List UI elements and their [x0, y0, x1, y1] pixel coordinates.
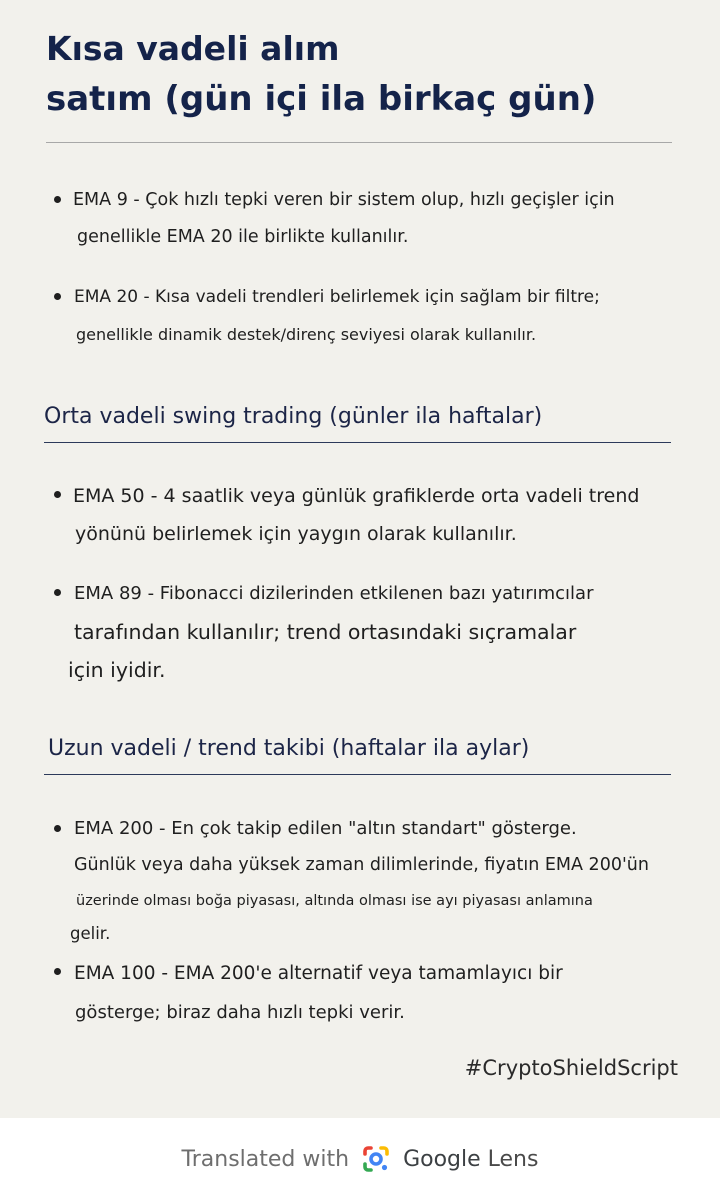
bullet-ema-200 [54, 811, 684, 949]
bullet-dot [54, 196, 61, 203]
footer-brand-lens: Lens [487, 1146, 539, 1172]
translation-footer [0, 1118, 720, 1200]
bullet-ema-100 [54, 954, 684, 1032]
footer-brand [403, 1147, 538, 1172]
bullet-line: için iyidir. [68, 658, 166, 682]
bullet-line: gelir. [70, 924, 111, 943]
bullet-dot [54, 968, 61, 975]
bullet-line: EMA 50 - 4 saatlik veya günlük grafiklerde orta vadeli trend [73, 485, 640, 507]
section-heading-long-term: Uzun vadeli / trend takibi (haftalar ila aylar) [48, 736, 530, 761]
section-heading-medium-term: Orta vadeli swing trading (günler ila haftalar) [44, 404, 543, 429]
bullet-line: Günlük veya daha yüksek zaman dilimlerinde, fiyatın EMA 200'ün [74, 855, 649, 875]
footer-prefix: Translated with [181, 1146, 350, 1172]
footer-brand-google: Google [403, 1146, 481, 1172]
bullet-line: genellikle dinamik destek/direnç seviyesi olarak kullanılır. [76, 325, 537, 344]
page-title [46, 24, 666, 124]
google-lens-icon [359, 1142, 393, 1176]
bullet-dot [54, 293, 61, 300]
bullet-line: EMA 89 - Fibonacci dizilerinden etkilenen bazı yatırımcılar [74, 583, 594, 604]
bullet-dot [54, 491, 61, 498]
bullet-ema-20 [54, 279, 684, 353]
bullet-dot [54, 825, 61, 832]
section-divider [44, 774, 671, 775]
bullet-line: yönünü belirlemek için yaygın olarak kullanılır. [75, 523, 517, 545]
page-title-line-2: satım (gün içi ila birkaç gün) [46, 79, 597, 119]
page-title-line-1: Kısa vadeli alım [46, 29, 340, 68]
translation-credit [182, 1142, 539, 1176]
title-divider [46, 142, 672, 143]
bullet-line: gösterge; biraz daha hızlı tepki verir. [75, 1002, 405, 1023]
bullet-ema-9 [54, 182, 684, 256]
section-divider [44, 442, 671, 443]
bullet-line: EMA 100 - EMA 200'e alternatif veya tamamlayıcı bir [74, 963, 563, 984]
bullet-line: tarafından kullanılır; trend ortasındaki sıçramalar [74, 620, 577, 644]
bullet-dot [54, 589, 61, 596]
bullet-line: üzerinde olması boğa piyasası, altında olması ise ayı piyasası anlamına [76, 893, 593, 909]
bullet-line: EMA 200 - En çok takip edilen "altın standart" gösterge. [74, 818, 577, 839]
hashtag: #CryptoShieldScript [464, 1056, 678, 1080]
bullet-ema-89 [54, 575, 684, 689]
bullet-line: EMA 20 - Kısa vadeli trendleri belirlemek için sağlam bir filtre; [74, 287, 600, 307]
bullet-line: EMA 9 - Çok hızlı tepki veren bir sistem olup, hızlı geçişler için [73, 190, 615, 210]
bullet-ema-50 [54, 477, 684, 553]
bullet-line: genellikle EMA 20 ile birlikte kullanılır. [77, 227, 409, 247]
